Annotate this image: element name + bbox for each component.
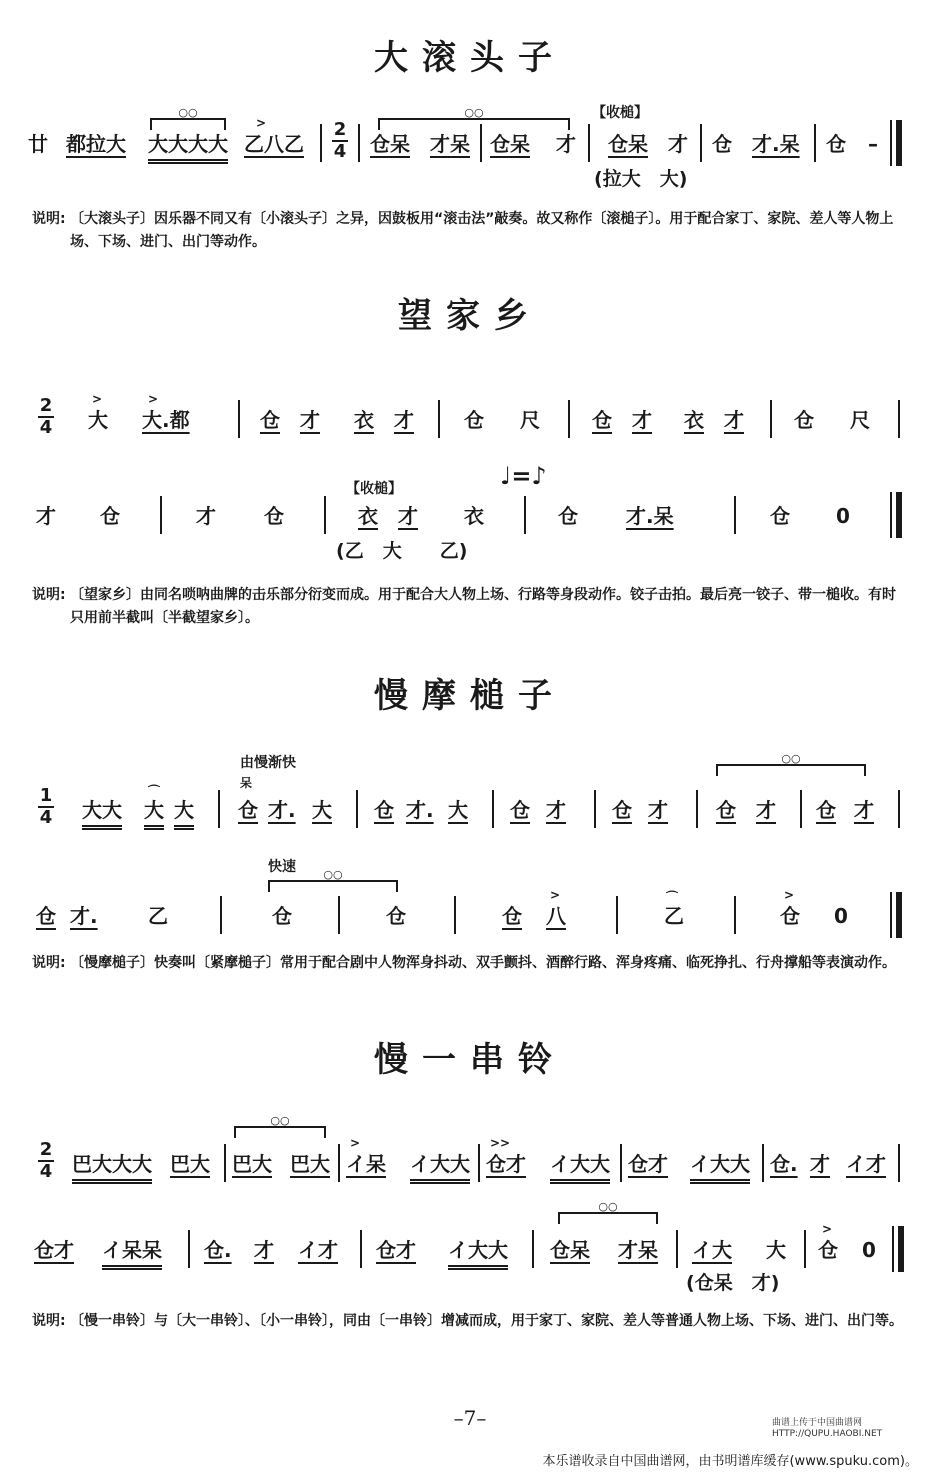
note-label: 说明: bbox=[32, 211, 66, 227]
accent-mark: > bbox=[784, 888, 795, 902]
note-token: 才 bbox=[632, 408, 652, 432]
note-token: 仓呆 bbox=[550, 1238, 590, 1262]
alternate-line: (拉大 大) bbox=[594, 168, 688, 190]
note-token: 大 bbox=[174, 796, 194, 830]
note-token: 仓 bbox=[238, 798, 258, 822]
ts-denominator: 4 bbox=[39, 807, 53, 828]
accent-mark: > bbox=[350, 1136, 361, 1150]
note-label: 说明: bbox=[32, 587, 66, 603]
note-text: 〔慢摩槌子〕快奏叫〔紧摩槌子〕常用于配合剧中人物浑身抖动、双手颤抖、酒醉行路、浑身疼痛、临死挣扎、行舟撑船等表演动作。 bbox=[70, 955, 896, 971]
final-barline bbox=[892, 1226, 908, 1272]
note-token: 才 bbox=[756, 798, 776, 822]
note-token: 仓 bbox=[464, 408, 484, 432]
notation-line bbox=[28, 1136, 908, 1190]
bar-line bbox=[800, 790, 802, 828]
note-token: 才 bbox=[546, 798, 566, 822]
bar-line bbox=[734, 496, 736, 534]
note-token: イ大大 bbox=[550, 1150, 610, 1184]
bar-line bbox=[532, 1230, 534, 1268]
note-token: 巴大大大 bbox=[72, 1150, 152, 1184]
accent-mark: > bbox=[148, 392, 159, 406]
note-token: イ呆 bbox=[346, 1152, 386, 1176]
bar-line bbox=[338, 896, 340, 934]
ts-denominator: 4 bbox=[39, 1161, 53, 1182]
accent-mark: > bbox=[92, 392, 103, 406]
note-text: 〔大滚头子〕因乐器不同又有〔小滚头子〕之异，因鼓板用“滚击法”敲奏。故又称作〔滚槌子〕。用于配合家丁、家院、差人等人物上场、下场、进门、出门等动作。 bbox=[70, 211, 894, 250]
ts-numerator: 2 bbox=[39, 395, 53, 416]
description bbox=[32, 208, 904, 254]
note-token: 0 bbox=[834, 904, 848, 928]
bar-line bbox=[770, 400, 772, 438]
bar-line bbox=[804, 1230, 806, 1268]
note-token: 仓才 bbox=[376, 1238, 416, 1262]
time-signature bbox=[38, 1140, 54, 1182]
notation-line bbox=[28, 888, 908, 942]
note-token: 仓. bbox=[770, 1152, 798, 1176]
note-token: 仓 bbox=[386, 904, 406, 928]
bar-line bbox=[324, 496, 326, 534]
bar-line bbox=[700, 124, 702, 162]
bar-line bbox=[568, 400, 570, 438]
note-token: 仓 bbox=[818, 1238, 838, 1262]
note-token: 仓 bbox=[374, 798, 394, 822]
note-token: 才.呆 bbox=[752, 132, 800, 156]
bar-line bbox=[478, 1144, 480, 1182]
time-signature bbox=[38, 396, 54, 438]
note-token: 大 bbox=[144, 796, 164, 830]
bar-line bbox=[762, 1144, 764, 1182]
note-token: 仓才 bbox=[628, 1152, 668, 1176]
note-token: 衣 bbox=[358, 504, 378, 528]
note-token: 廿 bbox=[28, 132, 48, 156]
note-token: イ大大 bbox=[448, 1236, 508, 1270]
description bbox=[32, 1310, 904, 1333]
ending-label: 【收槌】 bbox=[346, 481, 402, 497]
note-token: 才 bbox=[810, 1152, 830, 1176]
ts-numerator: 2 bbox=[333, 119, 347, 140]
section-title: 慢摩槌子 bbox=[374, 676, 566, 716]
note-token: 才. bbox=[406, 798, 434, 822]
note-token: 八 bbox=[546, 904, 566, 928]
note-token: 仓 bbox=[264, 504, 284, 528]
note-token: イ大 bbox=[692, 1238, 732, 1262]
note-token: 仓 bbox=[502, 904, 522, 928]
bar-line bbox=[814, 124, 816, 162]
note-token: 仓 bbox=[826, 132, 846, 156]
note-token: 0 bbox=[862, 1238, 876, 1262]
note-token: 仓才 bbox=[34, 1238, 74, 1262]
final-barline bbox=[890, 120, 906, 166]
note-token: 大 bbox=[766, 1238, 786, 1262]
note-text: 〔慢一串铃〕与〔大一串铃〕、〔小一串铃〕，同由〔一串铃〕增减而成，用于家丁、家院、差人等普通人物上场、下场、进门、出门等。 bbox=[70, 1313, 903, 1329]
note-token: 仓 bbox=[558, 504, 578, 528]
bar-line bbox=[898, 790, 900, 828]
note-token: 才. bbox=[70, 904, 98, 928]
note-token: 仓. bbox=[204, 1238, 232, 1262]
note-token: イ才 bbox=[846, 1152, 886, 1176]
note-token: 才 bbox=[724, 408, 744, 432]
description bbox=[32, 584, 904, 630]
note-token: 尺 bbox=[520, 408, 540, 432]
bar-line bbox=[588, 124, 590, 162]
repeat-bracket: ○○ bbox=[234, 1126, 326, 1138]
bar-line bbox=[358, 124, 360, 162]
note-token: イ才 bbox=[298, 1238, 338, 1262]
note-token: 仓 bbox=[794, 408, 814, 432]
bar-line bbox=[676, 1230, 678, 1268]
note-token: 才 bbox=[394, 408, 414, 432]
fermata-mark: ⌒ bbox=[148, 784, 161, 798]
note-token: 仓 bbox=[36, 904, 56, 928]
ts-numerator: 1 bbox=[39, 785, 53, 806]
accent-mark: > bbox=[822, 1222, 833, 1236]
accent-mark: > bbox=[550, 888, 561, 902]
accent-mark: >> bbox=[490, 1136, 511, 1150]
note-token: 仓 bbox=[780, 904, 800, 928]
bar-line bbox=[594, 790, 596, 828]
note-token: イ呆呆 bbox=[102, 1236, 162, 1270]
fermata-mark: ⌒ bbox=[666, 890, 679, 904]
ts-denominator: 4 bbox=[333, 141, 347, 162]
note-token: 乙 bbox=[148, 904, 168, 928]
note-text: 〔望家乡〕由同名唢呐曲牌的击乐部分衍变而成。用于配合大人物上场、行路等身段动作。铰子击拍。最后亮一铰子、带一槌收。有时只用前半截叫〔半截望家乡〕。 bbox=[70, 587, 896, 626]
notation-line bbox=[28, 392, 908, 446]
description bbox=[32, 952, 904, 975]
repeat-bracket: ○○ bbox=[716, 764, 866, 776]
note-label: 说明: bbox=[32, 1313, 66, 1329]
note-token: 仓 bbox=[272, 904, 292, 928]
bar-line bbox=[734, 896, 736, 934]
bar-line bbox=[160, 496, 162, 534]
note-token: 才 bbox=[398, 504, 418, 528]
note-token: 大大 bbox=[82, 796, 122, 830]
note-token: 乙八乙 bbox=[244, 132, 304, 156]
grace-note: 呆 bbox=[240, 776, 253, 790]
tempo-direction: 快速 bbox=[268, 859, 296, 875]
notation-line bbox=[28, 502, 908, 542]
bar-line bbox=[696, 790, 698, 828]
alternate-tokens: 仓呆 才 bbox=[694, 1272, 771, 1294]
note-token: 才呆 bbox=[618, 1238, 658, 1262]
bar-line bbox=[620, 1144, 622, 1182]
time-signature bbox=[332, 120, 348, 162]
note-token: イ大大 bbox=[410, 1150, 470, 1184]
note-token: 才. bbox=[268, 798, 296, 822]
bar-line bbox=[480, 124, 482, 162]
note-token: 大.都 bbox=[142, 408, 190, 432]
final-barline bbox=[890, 492, 906, 538]
note-token: 仓才 bbox=[486, 1152, 526, 1176]
note-token: 仓 bbox=[592, 408, 612, 432]
note-token: 仓 bbox=[510, 798, 530, 822]
bar-line bbox=[360, 1230, 362, 1268]
repeat-bracket: ○○ bbox=[558, 1212, 658, 1224]
note-token: 才 bbox=[648, 798, 668, 822]
bar-line bbox=[898, 400, 900, 438]
repeat-bracket: ○○ bbox=[268, 880, 398, 892]
note-token: – bbox=[868, 132, 878, 156]
note-token: 仓呆 bbox=[370, 132, 410, 156]
note-token: 才 bbox=[668, 132, 688, 156]
note-token: 衣 bbox=[354, 408, 374, 432]
note-token: イ大大 bbox=[690, 1150, 750, 1184]
note-label: 说明: bbox=[32, 955, 66, 971]
bar-line bbox=[454, 896, 456, 934]
note-token: 才.呆 bbox=[626, 504, 674, 528]
tempo-marking: ♩=♪ bbox=[500, 462, 547, 490]
alternate-tokens: 乙 大 乙 bbox=[344, 540, 459, 562]
note-token: 大 bbox=[448, 798, 468, 822]
bar-line bbox=[320, 124, 322, 162]
notation-line bbox=[28, 116, 908, 170]
note-token: 仓 bbox=[816, 798, 836, 822]
ts-denominator: 4 bbox=[39, 417, 53, 438]
bar-line bbox=[492, 790, 494, 828]
bar-line bbox=[616, 896, 618, 934]
note-token: 才 bbox=[36, 504, 56, 528]
tempo-direction: 由慢渐快 bbox=[240, 755, 296, 771]
bar-line bbox=[338, 1144, 340, 1182]
note-token: 才 bbox=[254, 1238, 274, 1262]
section-title: 慢一串铃 bbox=[374, 1040, 566, 1080]
note-token: 才 bbox=[556, 132, 576, 156]
note-token: 才呆 bbox=[430, 132, 470, 156]
credit-line: 本乐谱收录自中国曲谱网，由书明谱库缓存(www.spuku.com)。 bbox=[542, 1454, 918, 1469]
bar-line bbox=[898, 1144, 900, 1182]
notation-line bbox=[28, 776, 908, 836]
note-token: 大 bbox=[88, 408, 108, 432]
note-token: 衣 bbox=[464, 504, 484, 528]
bar-line bbox=[238, 400, 240, 438]
note-token: 大大大大 bbox=[148, 130, 228, 164]
bar-line bbox=[220, 896, 222, 934]
note-token: 才 bbox=[300, 408, 320, 432]
note-token: 都拉大 bbox=[66, 132, 126, 156]
bar-line bbox=[524, 496, 526, 534]
section-title: 望家乡 bbox=[398, 296, 542, 336]
bar-line bbox=[218, 790, 220, 828]
note-token: 仓 bbox=[770, 504, 790, 528]
repeat-bracket: ○○ bbox=[150, 118, 226, 130]
note-token: 巴大 bbox=[290, 1152, 330, 1176]
note-token: 仓 bbox=[260, 408, 280, 432]
note-token: 仓 bbox=[100, 504, 120, 528]
alternate-line: (乙 大 乙) bbox=[336, 540, 468, 562]
section-title: 大滚头子 bbox=[374, 38, 566, 78]
bar-line bbox=[224, 1144, 226, 1182]
note-token: 大 bbox=[312, 798, 332, 822]
note-token: 0 bbox=[836, 504, 850, 528]
note-token: 仓 bbox=[612, 798, 632, 822]
final-barline bbox=[890, 892, 906, 938]
note-token: 才 bbox=[196, 504, 216, 528]
page-number: –7– bbox=[453, 1406, 487, 1430]
note-token: 巴大 bbox=[170, 1152, 210, 1176]
source-stamp: 曲谱上传于中国曲谱网 HTTP://QUPU.HAOBI.NET bbox=[772, 1418, 883, 1439]
ending-label: 【收槌】 bbox=[592, 105, 648, 121]
ts-numerator: 2 bbox=[39, 1139, 53, 1160]
note-token: 衣 bbox=[684, 408, 704, 432]
bar-line bbox=[438, 400, 440, 438]
time-signature bbox=[38, 786, 54, 828]
accent-mark: > bbox=[256, 116, 267, 130]
bar-line bbox=[356, 790, 358, 828]
note-token: 仓呆 bbox=[490, 132, 530, 156]
note-token: 才 bbox=[854, 798, 874, 822]
alternate-line: (仓呆 才) bbox=[686, 1272, 780, 1294]
note-token: 仓 bbox=[716, 798, 736, 822]
alternate-tokens: 拉大 大 bbox=[602, 168, 679, 190]
note-token: 巴大 bbox=[232, 1152, 272, 1176]
note-token: 乙 bbox=[664, 904, 684, 928]
repeat-bracket: ○○ bbox=[378, 118, 570, 130]
note-token: 仓 bbox=[712, 132, 732, 156]
note-token: 尺 bbox=[850, 408, 870, 432]
note-token: 仓呆 bbox=[608, 132, 648, 156]
bar-line bbox=[188, 1230, 190, 1268]
